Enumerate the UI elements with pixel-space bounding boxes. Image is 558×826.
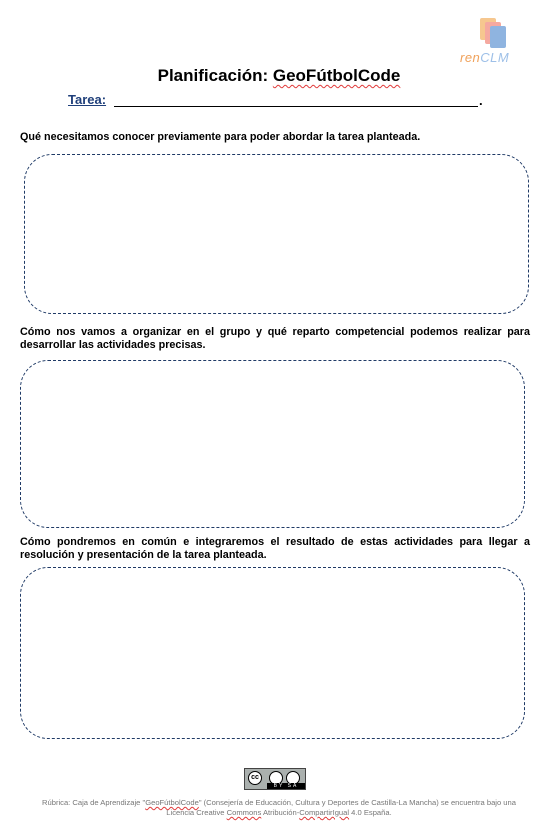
tarea-period: . [479,93,483,108]
license-footer [22,798,536,818]
question-3: Cómo pondremos en común e integraremos el resultado de estas actividades para llegar a resolución y presentación de la tarea planteada. [20,536,530,561]
logo-square-blue [490,26,506,48]
footer-line-2: Licencia Creative Commons Atribución-CompartirIgual 4.0 España. [166,808,392,817]
creative-commons-badge [244,768,306,790]
logo-text: renCLM [460,50,510,65]
answer-box-3[interactable] [20,567,525,739]
title-prefix: Planificación: [157,66,273,85]
cc-icon: cc [248,771,262,785]
title-name: GeoFútbolCode [272,66,401,85]
renclm-logo [458,14,528,66]
tarea-label: Tarea: [68,92,107,107]
tarea-blank-line [114,106,478,107]
answer-box-2[interactable] [20,360,525,528]
question-1: Qué necesitamos conocer previamente para poder abordar la tarea planteada. [20,131,421,143]
footer-line-1: Rúbrica: Caja de Aprendizaje "GeoFútbolCode" (Consejería de Educación, Cultura y Deportes de Castilla-La Mancha) se encuentra bajo una [42,798,516,807]
question-2: Cómo nos vamos a organizar en el grupo y qué reparto competencial podemos realizar para desarrollar las actividades precisas. [20,326,530,351]
license-terms: BY SA [267,783,305,789]
answer-box-1[interactable] [24,154,529,314]
page-title [0,66,558,86]
